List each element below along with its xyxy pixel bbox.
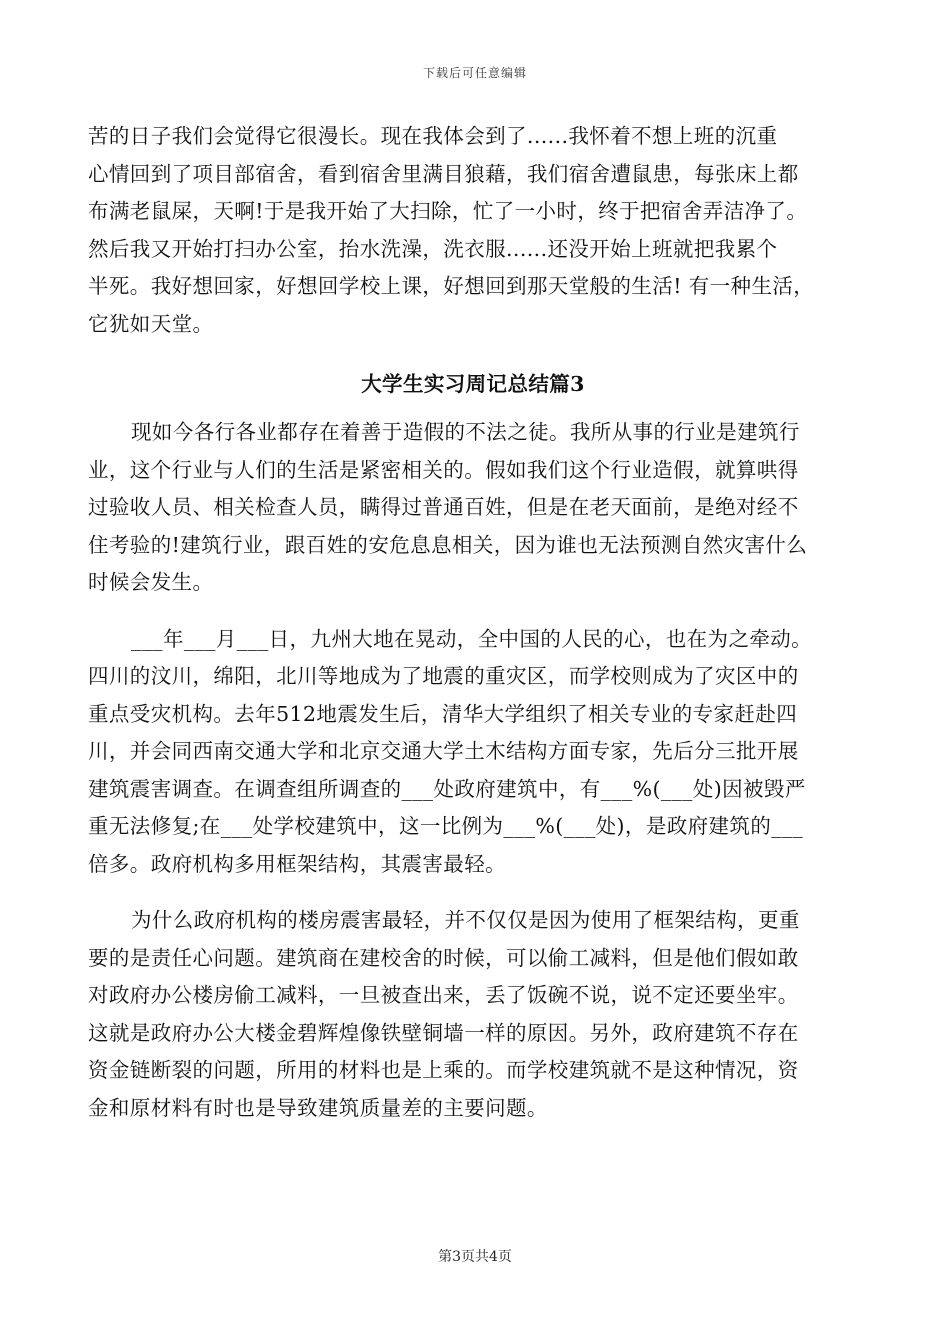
text-line: 时候会发生。	[88, 570, 214, 594]
text-line: 建筑震害调查。在调查组所调查的___处政府建筑中，有___%(___处)因被毁严	[88, 776, 806, 801]
text-line: 半死。我好想回家，好想回学校上课，好想回到那天堂般的生活! 有一种生活，	[88, 274, 815, 298]
text-line: ___年___月___日，九州大地在晃动，全中国的人民的心，也在为之牵动。	[131, 626, 813, 651]
section-heading: 大学生实习周记总结篇3	[361, 372, 585, 396]
paragraph-gap	[88, 406, 858, 414]
text-line: 要的是责任心问题。建筑商在建校舍的时候，可以偷工减料，但是他们假如敢	[88, 945, 799, 970]
text-line: 它犹如天堂。	[88, 311, 214, 336]
text-line: 现如今各行各业都存在着善于造假的不法之徒。我所从事的行业是建筑行	[131, 420, 800, 444]
paragraph-gap	[88, 602, 858, 621]
text-line: 金和原材料有时也是导致建筑质量差的主要问题。	[88, 1095, 548, 1120]
page-number: 第3页共4页	[438, 1249, 512, 1265]
text-line: 对政府办公楼房偷工减料，一旦被查出来，丢了饭碗不说，说不定还要坐牢。	[88, 983, 799, 1007]
text-line: 苦的日子我们会觉得它很漫长。现在我体会到了......我怀着不想上班的沉重	[88, 124, 778, 148]
text-line: 心情回到了项目部宿舍，看到宿舍里满目狼藉，我们宿舍遭鼠患，每张床上都	[88, 161, 799, 186]
paragraph-2	[88, 414, 858, 602]
page-header-note: 下载后可任意编辑	[422, 66, 527, 80]
text-line: 重点受灾机构。去年512地震发生后，清华大学组织了相关专业的专家赶赴四	[88, 701, 798, 726]
text-line: 重无法修复;在___处学校建筑中，这一比例为___%(___处)，是政府建筑的___	[88, 814, 804, 838]
paragraph-3	[88, 621, 858, 884]
text-line: 川，并会同西南交通大学和北京交通大学土木结构方面专家，先后分三批开展	[88, 739, 799, 763]
document-body	[88, 118, 858, 1127]
paragraph-gap	[88, 343, 858, 362]
text-line: 为什么政府机构的楼房震害最轻，并不仅仅是因为使用了框架结构，更重	[131, 908, 800, 932]
paragraph-1	[88, 118, 858, 343]
text-line: 倍多。政府机构多用框架结构，其震害最轻。	[88, 851, 506, 876]
text-line: 资金链断裂的问题，所用的材料也是上乘的。而学校建筑就不是这种情况，资	[88, 1058, 799, 1082]
text-line: 过验收人员、相关检查人员，瞒得过普通百姓，但是在老天面前，是绝对经不	[88, 495, 799, 519]
text-line: 业，这个行业与人们的生活是紧密相关的。假如我们这个行业造假，就算哄得	[88, 457, 799, 482]
paragraph-4	[88, 902, 858, 1127]
text-line: 四川的汶川，绵阳，北川等地成为了地震的重灾区，而学校则成为了灾区中的	[88, 664, 799, 688]
text-line: 然后我又开始打扫办公室，抬水洗澡，洗衣服......还没开始上班就把我累个	[88, 236, 778, 261]
text-line: 这就是政府办公大楼金碧辉煌像铁壁铜墙一样的原因。另外，政府建筑不存在	[88, 1020, 799, 1045]
paragraph-gap	[88, 883, 858, 902]
text-line: 住考验的!建筑行业，跟百姓的安危息息相关，因为谁也无法预测自然灾害什么	[88, 532, 808, 557]
text-line: 布满老鼠屎，天啊!于是我开始了大扫除，忙了一小时，终于把宿舍弄洁净了。	[88, 199, 808, 223]
